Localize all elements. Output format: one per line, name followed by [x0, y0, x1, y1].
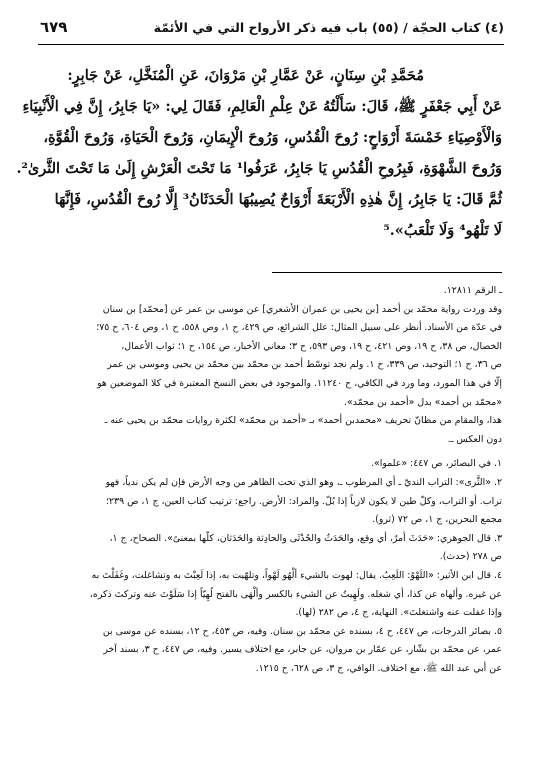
- hadith-line: عَنْ أَبِي جَعْفَرٍ ﷺ، قَالَ: سَأَلْتُهُ عَنْ عِلْمِ الْعَالِمِ، فَقَالَ لِي: «يَا جَابِرُ، إِنَّ فِي الْأَنْبِيَاءِ: [22, 98, 502, 115]
- footnote-line: الخصال، ص ٣٨، ح ١٩، وص ٤٢١، ح ١٩، وص ٥٩٣، ح ٣؛ معاني الأخبار، ص ١٥٤، ح ١؛ ثواب الأعمال،: [121, 340, 502, 352]
- footnote-line: تراب. أو التراب، وكلّ طين لا يكون لازباً إذا بُلّ. والمراد: الأرض. راجع: ترتيب كتاب العين، ج ١، ص ٢٣٩؛: [106, 495, 502, 507]
- hadith-line: وَالْأَوْصِيَاءِ خَمْسَةَ أَرْوَاحٍ: رُوحَ الْقُدُسِ، وَرُوحَ الْإِيمَانِ، وَرُوحَ الْحَيَاةِ، وَرُوحَ الْقُوَّةِ،: [43, 129, 502, 146]
- header-rule: [38, 44, 504, 45]
- footnotes: [40, 282, 502, 678]
- hadith-line: ثُمَّ قَالَ: يَا جَابِرُ، إِنَّ هٰذِهِ الْأَرْبَعَةَ أَرْوَاحٌ يُصِيبُهَا الْحَدَثَانُ³ إِلَّا رُوحَ الْقُدُسِ، فَإِنَّهَا: [54, 191, 502, 208]
- hadith-text: [16, 60, 502, 246]
- footnote-line: ٣. قال الجوهري: «حَدَثَ أمرٌ، أي وقع، والحَدَثُ والحُدْثَى والحادِثة والحَدَثان، كلّها بمعنىً». الصحاح، ج ١،: [109, 532, 502, 544]
- page-header: [38, 18, 504, 42]
- footnote-line: ص ٣٦، ح ١؛ التوحيد، ص ٣٣٩، ح ١. ولم نجد توسّط أحمد بن محمّد بين محمّد بن يحيى وموسى بن عمر: [107, 359, 502, 371]
- footnote-line: عن أبي عبد الله ﷺ، مع اختلاف. الوافي، ج ٣، ص ٦٢٨، ح ١٢١٥.: [255, 662, 502, 674]
- hadith-line: لَا تَلْهُو⁴ وَلَا تَلْعَبُ».⁵: [383, 222, 502, 239]
- footnote-line: ٤. قال ابن الأثير: «اللَهْوُ: اللَعِبُ. يقال: لهوت بالشيء ألْهُو لَهْواً، وتلهّيت به، إذا لَعِبْتَ به وتشاغلت، وغَفَلْتَ به: [91, 569, 502, 581]
- footnote-line: عن غيره. وألهاه عن كذا، أي شغله. ولَهِيتُ عن الشيء بالكسر وألْهَى بالفتح لُهِيّاً إذا سَلَوْتَ عنه وتركتَ ذكره،: [89, 588, 502, 600]
- footnote-line: ١. في البصائر، ص ٤٤٧: «علموا».: [371, 458, 502, 470]
- footnote-line: ٢. «الثَّرى»: التراب النديّ ـ أي المرطوب ـ، وهو الذي تحت الظاهر من وجه الأرض فإن لم يكن ندياً، فهو: [105, 476, 502, 488]
- footnote-line: ـ الرقم ١٢٨١١.: [443, 285, 502, 296]
- footnote-line: إلّا في هذا المورد، وما ورد في الكافي، ح ١١٢٤٠. والموجود في بعض النسخ المعتبرة في كلا الموضعين هو: [97, 377, 502, 389]
- footnote-line: ص ٢٧٨ (حدث).: [439, 551, 502, 563]
- footnote-line: ٥. بصائر الدرجات، ص ٤٤٧، ح ٤، بسنده عن محمّد بن سنان. وفيه، ص ٤٥٣، ح ١٢، بسنده عن موسى بن: [102, 625, 502, 637]
- hadith-line: مُحَمَّدِ بْنِ سِنَانٍ، عَنْ عَمَّارِ بْنِ مَرْوَانَ، عَنِ الْمُنَخَّلِ، عَنْ جَابِرٍ:: [67, 67, 424, 84]
- footnote-line: وقد وردت رواية محمّد بن أحمد [بن يحيى بن عمران الأشعري] عن موسى بن عمر عن [محمّد] بن سنان: [102, 303, 502, 315]
- footnote-line: وإذا غفلت عنه واشتغلتَ». النهاية، ج ٤، ص ٢٨٢ (لها).: [295, 607, 502, 619]
- running-title: (٤) كتاب الحجّة / (٥٥) باب فيه ذكر الأرواح التي في الأئمّة: [153, 20, 504, 35]
- footnote-line: مجمع البحرين، ج ١، ص ٧٢ (ثرو).: [372, 514, 502, 526]
- footnote-line: عمر، عن محمّد بن بشّار، عن عمّار بن مروان، عن جابر، مع اختلاف يسير. وفيه، ص ٤٤٧، ح ٣، بسند آخر: [103, 644, 502, 656]
- footnote-separator: [272, 272, 502, 273]
- footnote-line: في عدّة من الأسناد. أنظر على سبيل المثال: علل الشرائع، ص ٤٢٩، ح ١، وص ٥٥٨، ح ١، وص ٦٠٤، ح ٧٥؛: [96, 322, 502, 334]
- footnote-line: دون العكس ـ.: [447, 433, 502, 445]
- page-number: ٦٧٩: [40, 18, 68, 36]
- footnote-line: هذا، والمقام من مظانّ تحريف «محمدبن أحمد» بـ «أحمد بن محمّد» لكثرة روايات محمّد بن يحيى عنه ـ: [104, 415, 502, 427]
- footnote-line: «محمّد بن أحمد» بدل «أحمد بن محمّد».: [344, 396, 502, 408]
- hadith-line: وَرُوحَ الشَّهْوَةِ، فَبِرُوحِ الْقُدُسِ يَا جَابِرُ، عَرَفُوا¹ مَا تَحْتَ الْعَرْشِ إِلَىٰ مَا تَحْتَ الثَّرىٰ².: [16, 160, 502, 177]
